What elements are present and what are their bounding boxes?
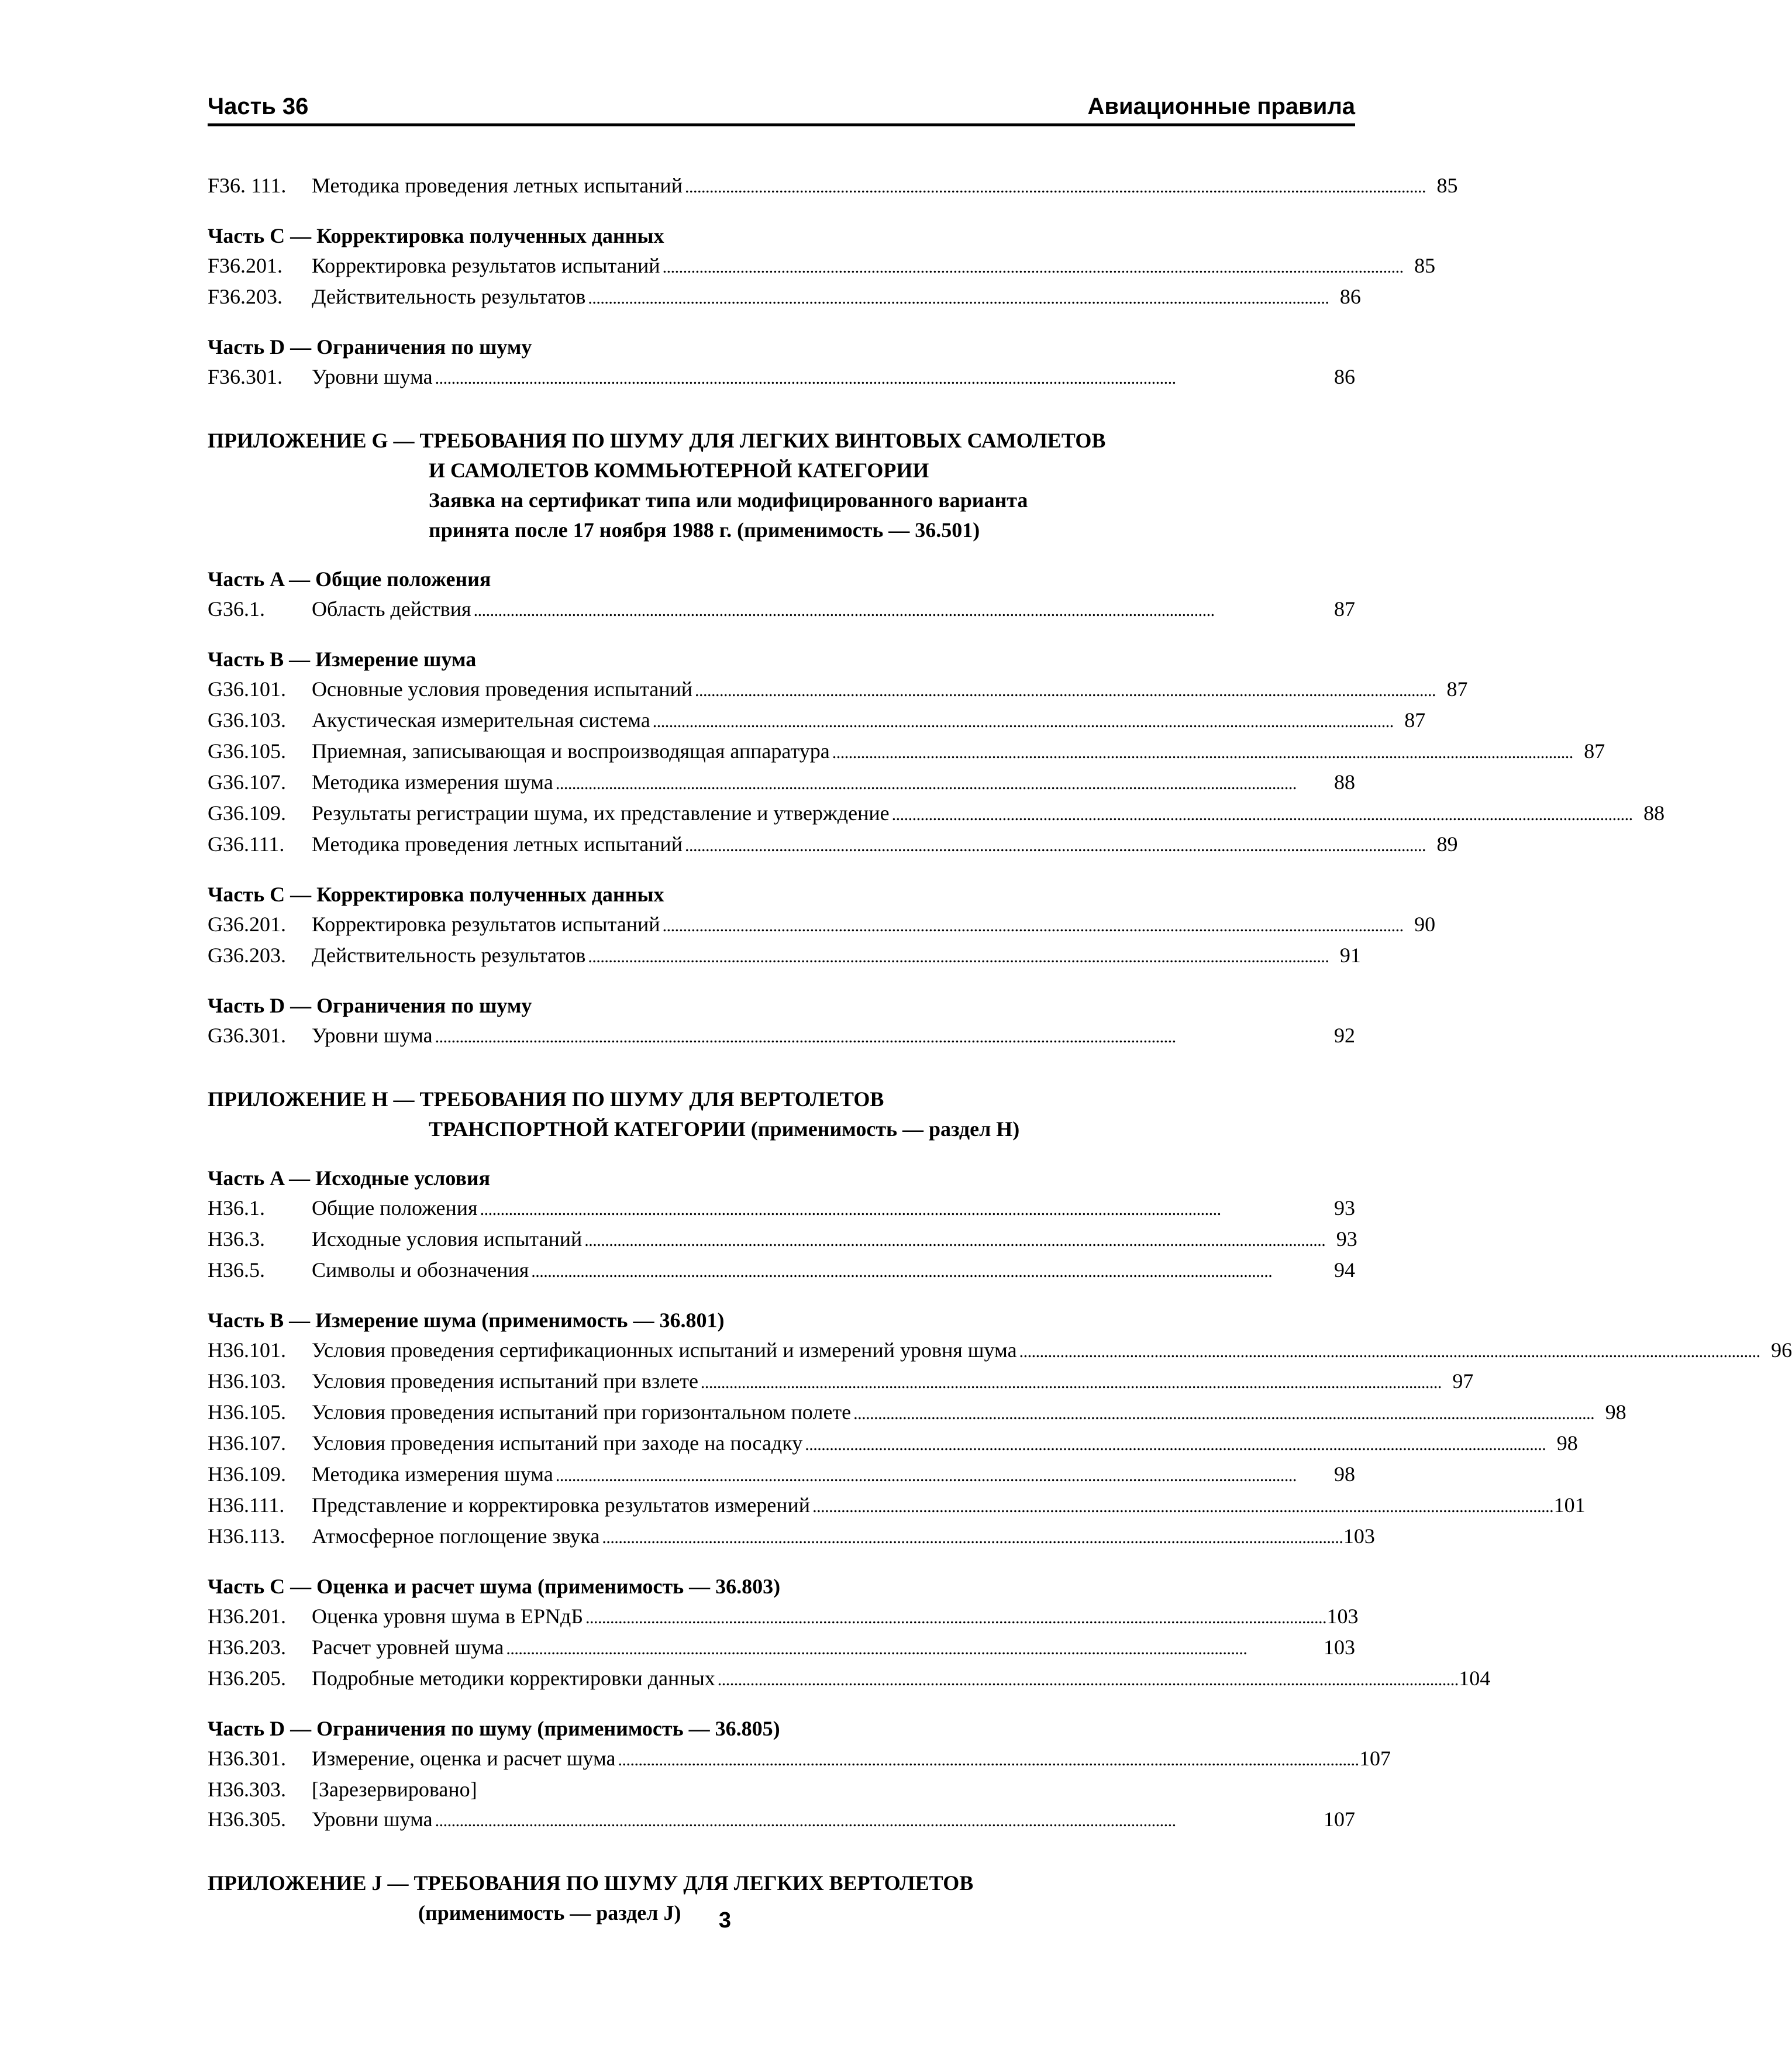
entry-number: G36.201. — [208, 913, 286, 936]
part-heading: Часть B — Измерение шума — [208, 648, 477, 671]
appendix-line: ТРАНСПОРТНОЙ КАТЕГОРИИ (применимость — раздел H) — [429, 1117, 1020, 1141]
entry-page: 89 — [1436, 832, 1458, 856]
entry-number: F36.201. — [208, 254, 283, 277]
entry-page: 103 — [1324, 1636, 1355, 1659]
entry-title: Действительность результатов — [312, 944, 586, 967]
entry-number: G36.111. — [208, 832, 285, 856]
entry-title: Условия проведения сертификационных испытаний и измерений уровня шума — [312, 1338, 1017, 1362]
entry-title: Методика проведения летных испытаний — [312, 832, 683, 856]
entry-title: Основные условия проведения испытаний — [312, 677, 693, 701]
dot-leader — [832, 736, 1572, 767]
dot-leader — [435, 362, 1321, 393]
dot-leader — [701, 1366, 1440, 1397]
toc-entry — [208, 1366, 1474, 1397]
dot-leader — [588, 941, 1327, 972]
entry-page: 86 — [1339, 285, 1361, 308]
entry-number: H36.109. — [208, 1462, 286, 1486]
entry-number: H36.203. — [208, 1636, 286, 1659]
entry-number: G36.107. — [208, 770, 286, 794]
dot-leader — [585, 1602, 1325, 1633]
toc-group-g-c — [208, 910, 1436, 972]
entry-number: H36.305. — [208, 1807, 286, 1831]
dot-leader — [685, 829, 1424, 860]
entry-title: Исходные условия испытаний — [312, 1227, 583, 1251]
toc-entry — [208, 282, 1361, 313]
entry-number: H36.205. — [208, 1667, 286, 1690]
toc-group-h-b — [208, 1335, 1792, 1552]
table-of-contents — [208, 171, 1792, 1928]
dot-leader — [892, 798, 1631, 829]
entry-page: 87 — [1334, 597, 1355, 621]
entry-page: 86 — [1334, 365, 1355, 388]
entry-title: Условия проведения испытаний при взлете — [312, 1369, 698, 1393]
toc-group-g-a — [208, 594, 1355, 625]
entry-number: H36.303. — [208, 1778, 286, 1801]
entry-page: 103 — [1326, 1605, 1359, 1628]
appendix-line: ПРИЛОЖЕНИЕ J — ТРЕБОВАНИЯ ПО ШУМУ ДЛЯ ЛЕГКИХ ВЕРТОЛЕТОВ — [208, 1871, 974, 1895]
entry-number: H36.301. — [208, 1747, 286, 1770]
entry-page: 92 — [1334, 1024, 1355, 1047]
toc-entry — [208, 1335, 1792, 1366]
entry-page: 88 — [1334, 770, 1355, 794]
toc-group-f-c — [208, 251, 1436, 313]
toc-entry — [208, 1664, 1491, 1695]
toc-group-g-b — [208, 674, 1665, 860]
toc-entry — [208, 829, 1458, 860]
appendix-line: (применимость — раздел J) — [418, 1901, 681, 1924]
part-heading: Часть A — Исходные условия — [208, 1166, 491, 1190]
toc-entry — [208, 1255, 1355, 1286]
entry-title: Оценка уровня шума в EPNдБ — [312, 1605, 584, 1628]
entry-page: 88 — [1643, 801, 1665, 825]
entry-page: 93 — [1334, 1196, 1355, 1220]
entry-title: Общие положения — [312, 1196, 478, 1220]
running-header — [208, 94, 1355, 126]
appendix-line: ПРИЛОЖЕНИЕ G — ТРЕБОВАНИЯ ПО ШУМУ ДЛЯ ЛЕГКИХ ВИНТОВЫХ САМОЛЕТОВ — [208, 429, 1106, 452]
header-title: Авиационные правила — [1087, 94, 1355, 119]
entry-number: H36.1. — [208, 1196, 265, 1220]
entry-title: Методика измерения шума — [312, 1462, 553, 1486]
part-heading: Часть C — Корректировка полученных данных — [208, 883, 664, 906]
entry-number: G36.301. — [208, 1024, 286, 1047]
entry-title: Методика проведения летных испытаний — [312, 174, 683, 197]
entry-title: Символы и обозначения — [312, 1258, 529, 1282]
toc-entry — [208, 910, 1436, 941]
entry-number: G36.109. — [208, 801, 286, 825]
toc-group-h-d — [208, 1744, 1391, 1836]
dot-leader — [602, 1521, 1341, 1552]
toc-group-h-c — [208, 1602, 1491, 1695]
header-part: Часть 36 — [208, 94, 309, 119]
part-heading: Часть D — Ограничения по шуму (применимость — 36.805) — [208, 1717, 780, 1740]
toc-entry — [208, 1805, 1355, 1836]
toc-entry — [208, 1397, 1626, 1428]
dot-leader — [618, 1744, 1357, 1775]
entry-number: G36.103. — [208, 708, 286, 732]
entry-number: H36.103. — [208, 1369, 286, 1393]
entry-title: Результаты регистрации шума, их представление и утверждение — [312, 801, 890, 825]
entry-page: 93 — [1336, 1227, 1357, 1251]
dot-leader — [435, 1805, 1321, 1836]
dot-leader — [805, 1428, 1544, 1459]
dot-leader — [506, 1633, 1321, 1664]
entry-page: 98 — [1334, 1462, 1355, 1486]
dot-leader — [663, 910, 1402, 941]
entry-page: 91 — [1339, 944, 1361, 967]
toc-entry — [208, 251, 1436, 282]
dot-leader — [556, 767, 1321, 798]
entry-title: Корректировка результатов испытаний — [312, 913, 660, 936]
entry-number: H36.201. — [208, 1605, 286, 1628]
entry-number: F36.301. — [208, 365, 283, 388]
entry-title: Расчет уровней шума — [312, 1636, 504, 1659]
toc-entry — [208, 1224, 1355, 1255]
entry-page: 98 — [1556, 1431, 1578, 1455]
entry-page: 104 — [1459, 1667, 1491, 1690]
entry-page: 101 — [1553, 1493, 1586, 1517]
dot-leader — [435, 1021, 1321, 1052]
entry-title: Методика измерения шума — [312, 770, 553, 794]
entry-number: H36.111. — [208, 1493, 285, 1517]
dot-leader — [474, 594, 1321, 625]
entry-title: [Зарезервировано] — [312, 1778, 477, 1801]
appendix-line: ПРИЛОЖЕНИЕ H — ТРЕБОВАНИЯ ПО ШУМУ ДЛЯ ВЕРТОЛЕТОВ — [208, 1087, 884, 1111]
part-heading: Часть C — Корректировка полученных данных — [208, 224, 664, 247]
entry-number: F36. 111. — [208, 174, 287, 197]
entry-title: Уровни шума — [312, 1807, 433, 1831]
entry-page: 97 — [1452, 1369, 1474, 1393]
entry-number: G36.1. — [208, 597, 265, 621]
toc-entry — [208, 1744, 1391, 1775]
toc-entry — [208, 1490, 1586, 1521]
entry-number: H36.107. — [208, 1431, 286, 1455]
dot-leader — [812, 1490, 1552, 1521]
part-heading: Часть D — Ограничения по шуму — [208, 335, 532, 359]
toc-entry — [208, 1428, 1578, 1459]
entry-number: H36.113. — [208, 1524, 285, 1548]
entry-page: 90 — [1414, 913, 1436, 936]
part-heading: Часть A — Общие положения — [208, 567, 491, 591]
toc-group-f-d — [208, 362, 1355, 393]
entry-number: H36.101. — [208, 1338, 286, 1362]
toc-group-f-top — [208, 171, 1458, 202]
dot-leader — [584, 1224, 1324, 1255]
entry-title: Подробные методики корректировки данных — [312, 1667, 715, 1690]
entry-number: G36.203. — [208, 944, 286, 967]
entry-page: 85 — [1436, 174, 1458, 197]
entry-page: 103 — [1343, 1524, 1375, 1548]
dot-leader — [531, 1255, 1321, 1286]
toc-entry — [208, 674, 1468, 705]
appendix-line: Заявка на сертификат типа или модифицированного варианта — [429, 488, 1028, 512]
dot-leader — [853, 1397, 1593, 1428]
dot-leader — [588, 282, 1327, 313]
entry-title: Уровни шума — [312, 1024, 433, 1047]
toc-entry — [208, 1193, 1355, 1224]
entry-title: Уровни шума — [312, 365, 433, 388]
dot-leader — [1019, 1335, 1759, 1366]
dot-leader — [718, 1664, 1457, 1695]
toc-entry — [208, 1021, 1355, 1052]
toc-entry — [208, 1775, 1355, 1805]
appendix-line: принята после 17 ноября 1988 г. (применимость — 36.501) — [429, 518, 980, 542]
entry-number: H36.3. — [208, 1227, 265, 1251]
entry-title: Корректировка результатов испытаний — [312, 254, 660, 277]
entry-title: Атмосферное поглощение звука — [312, 1524, 600, 1548]
entry-page: 87 — [1404, 708, 1426, 732]
appendix-line: И САМОЛЕТОВ КОММЬЮТЕРНОЙ КАТЕГОРИИ — [429, 459, 929, 482]
entry-page: 87 — [1446, 677, 1468, 701]
appendix-g-heading — [208, 426, 1355, 545]
part-heading: Часть C — Оценка и расчет шума (применимость — 36.803) — [208, 1575, 781, 1598]
toc-entry — [208, 705, 1426, 736]
entry-title: Представление и корректировка результатов измерений — [312, 1493, 811, 1517]
toc-entry — [208, 171, 1458, 202]
entry-number: H36.5. — [208, 1258, 265, 1282]
toc-entry — [208, 736, 1605, 767]
entry-page: 94 — [1334, 1258, 1355, 1282]
dot-leader — [685, 171, 1424, 202]
dot-leader — [653, 705, 1392, 736]
entry-number: G36.101. — [208, 677, 286, 701]
toc-entry — [208, 1521, 1375, 1552]
dot-leader — [556, 1459, 1321, 1490]
toc-entry — [208, 1633, 1355, 1664]
entry-number: F36.203. — [208, 285, 283, 308]
entry-page: 96 — [1771, 1338, 1792, 1362]
entry-page: 107 — [1324, 1807, 1355, 1831]
toc-group-g-d — [208, 1021, 1355, 1052]
entry-title: Условия проведения испытаний при заходе на посадку — [312, 1431, 803, 1455]
toc-entry — [208, 1459, 1355, 1490]
dot-leader — [480, 1193, 1321, 1224]
dot-leader — [695, 674, 1434, 705]
entry-title: Акустическая измерительная система — [312, 708, 650, 732]
page-number: 3 — [718, 1908, 732, 1933]
entry-title: Действительность результатов — [312, 285, 586, 308]
part-heading: Часть D — Ограничения по шуму — [208, 994, 532, 1017]
dot-leader — [663, 251, 1402, 282]
toc-entry — [208, 1602, 1359, 1633]
entry-title: Измерение, оценка и расчет шума — [312, 1747, 616, 1770]
part-heading: Часть B — Измерение шума (применимость — 36.801) — [208, 1309, 725, 1332]
toc-entry — [208, 594, 1355, 625]
entry-title: Приемная, записывающая и воспроизводящая аппаратура — [312, 739, 830, 763]
toc-entry — [208, 798, 1665, 829]
entry-page: 85 — [1414, 254, 1436, 277]
entry-number: H36.105. — [208, 1400, 286, 1424]
entry-page: 107 — [1359, 1747, 1391, 1770]
appendix-h-heading — [208, 1084, 1355, 1144]
entry-page: 87 — [1584, 739, 1605, 763]
toc-entry — [208, 362, 1355, 393]
toc-entry — [208, 941, 1361, 972]
entry-page: 98 — [1605, 1400, 1626, 1424]
entry-number: G36.105. — [208, 739, 286, 763]
entry-title: Условия проведения испытаний при горизонтальном полете — [312, 1400, 852, 1424]
toc-entry — [208, 767, 1355, 798]
toc-group-h-a — [208, 1193, 1355, 1286]
entry-title: Область действия — [312, 597, 471, 621]
